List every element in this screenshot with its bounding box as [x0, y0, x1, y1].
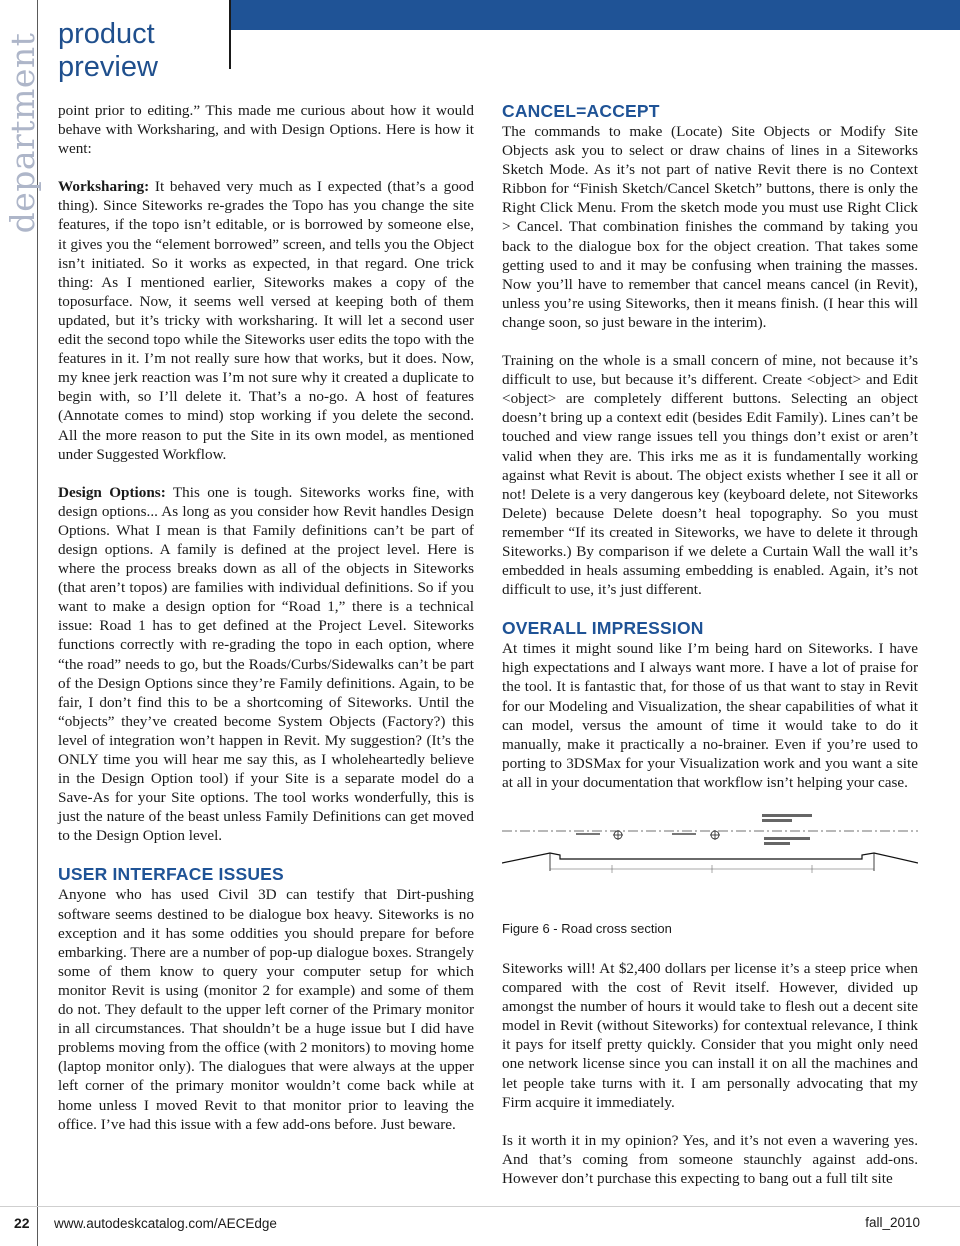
left-column [58, 101, 474, 1153]
figure-caption: Figure 6 - Road cross section [502, 921, 672, 936]
heading-cancel-accept: CANCEL=ACCEPT [502, 101, 660, 121]
paragraph-intro: point prior to editing.” This made me curious about how it would behave with Worksharing, and with Design Options. Here is how it went: [58, 102, 474, 158]
paragraph-closing: Is it worth it in my opinion? Yes, and it’s not even a wavering yes. And that’s coming from someone staunchly against add-ons. However don’t purchase this expecting to bang out a full tilt site [502, 1131, 918, 1187]
worksharing-text: It behaved very much as I expected (that’s a good thing). Since Siteworks re-grades the Topo has you change the site features, if the topo isn’t editable, or is borrowed by someone else, it gives you the “element borrowed” screen, and tells you the Object isn’t initiated. So it works as expected, in that regard. One trick thing: As I mentioned earlier, Siteworks makes a copy of the toposurface. Now, it seems well versed at keeping both of them updated, but it’s tricky with worksharing. It will let a second user edit the second topo while the Siteworks user edits the topo with the features in it. I’m not really sure how that works, but it does. Now, my knee jerk reaction was I’m not sure why it created a duplicate to begin with, so I’ll delete it. That’s a no-go. A host of features (Annotate comes to mind) stop working if you delete the second. All the more reason to put the Site in its own model, as mentioned under Suggested Workflow. [58, 178, 474, 463]
section-title [58, 18, 223, 84]
issue-label: fall_2010 [865, 1215, 920, 1230]
figure-road-cross-section [502, 811, 918, 921]
department-label: department [3, 32, 42, 234]
page-number: 22 [14, 1215, 30, 1231]
footer-rule [0, 1206, 960, 1207]
worksharing-label: Worksharing: [58, 178, 150, 196]
paragraph-price: Siteworks will! At $2,400 dollars per license it’s a steep price when compared with the cost of Revit itself. However, divided up amongst the number of hours it would take to flesh out a decent site model in Revit (without Siteworks) for contextual relevance, I think it pays for itself pretty quickly. Consider that you might only need one network license since you can install it on all the machines and let people take turns with it. I am personally advocating that my Firm acquire it immediately. [502, 960, 918, 1111]
section-title-line2: preview [58, 51, 158, 83]
paragraph-ui-issues: Anyone who has used Civil 3D can testify that Dirt-pushing software seems destined to be dialogue box heavy. Siteworks is no exception and it has some oddities you should prepare for before embarking. There are a number of pop-up dialogue boxes. Strangely some of them know to query your computer setup for which monitor Revit is using (monitor 2 for example) and some of them do not. They default to the upper left corner of the Primary monitor in all circumstances. That shouldn’t be a huge issue but I did have problems moving from the office (with 2 monitors) to moving home (laptop monitor only). The dialogues that were always at the upper left corner of the primary monitor wouldn’t come back while at home unless I moved Revit to that monitor prior to leaving the office. I’ve had this issue with a few add-ons before. Just beware. [58, 886, 474, 1133]
paragraph-overall: At times it might sound like I’m being hard on Siteworks. I have high expectations and I always want more. I have a lot of praise for the tool. It is fantastic that, for those of us that want to stay in Revit for our Modeling and Visualization, the shear capabilities of what it can model, versus the amount of time it would take to do it manually, make it practically a no-brainer. Even if you’re used to porting to 3DSMax for your Visualization work and you want a site at all in your documentation that workflow isn’t helping your case. [502, 640, 918, 791]
footer-url-link[interactable]: www.autodeskcatalog.com/AECEdge [54, 1216, 277, 1231]
right-column [502, 101, 918, 1207]
design-options-label: Design Options: [58, 483, 166, 501]
paragraph-worksharing [58, 177, 474, 463]
section-title-rule [229, 0, 231, 69]
paragraph-design-options [58, 483, 474, 846]
design-options-text: This one is tough. Siteworks works fine, with design options... As long as you consider how Revit handles Design Options. What I mean is that Family definitions can’t be part of design options. A family is defined at the project level. Here is where the process breaks down as all of the objects in Siteworks (that aren’t topos) are families with individual definitions. So if you want to make a design option for “Road 1,” there is a technical issue: Road 1 has to get defined at the Project Level. Siteworks functions correctly with re-grading the topo in each option, where “the road” needs to go, but the Roads/Curbs/Sidewalks can’t be part of the Design Options since they’re Family definitions. Again, to be fair, I don’t find this to be a shortcoming of Siteworks. Until the “objects” they’ve created become System Objects (Factory?) this level of integration won’t happen in Revit. My suggestion? (It’s the ONLY time you will hear me say this, as I wholeheartedly believe in the Design Option tool) if your Site is a separate model do a Save-As for your Site options. The tool works wonderfully, this is just the nature of the beast unless Family Definitions can get moved to the Design Option level. [58, 483, 474, 845]
section-title-line1: product [58, 18, 155, 50]
road-cross-section-drawing [502, 811, 918, 911]
header-accent-bar [231, 0, 960, 30]
paragraph-cancel: The commands to make (Locate) Site Objects or Modify Site Objects ask you to select or draw chains of lines in a Siteworks Sketch Mode. As it’s not part of native Revit there is no Context Ribbon for “Finish Sketch/Cancel Sketch” buttons, there is only the Right Click Menu. From the sketch mode you must use Right Click > Cancel. That combination finishes the command by taking you back to the dialogue box for the object creation. That takes some getting used to and it may be confusing when training the masses. Now you’ll have to remember that cancel means cancel (in Revit), unless you’re using Siteworks, then it means finish. (I hear this will change soon, so just beware in the interim). [502, 123, 918, 331]
heading-overall-impression: OVERALL IMPRESSION [502, 618, 704, 639]
paragraph-training: Training on the whole is a small concern of mine, not because it’s difficult to use, but because it’s different. Create <object> and Edit <object> are completely different buttons. Selecting an object doesn’t bring up a context edit (besides Edit Family). Lines can’t be touched and view range issues tell you things don’t exist or aren’t valid when they are. This irks me as it is fundamentally working against what Revit is about. The object exists whether I see it all or not! Delete is a very dangerous key (keyboard delete, not Siteworks Delete) because Delete doesn’t heal topography. So you must remember “If its created in Siteworks, we have to delete it through Siteworks.) By comparison if we delete a Curtain Wall the wall it’s embedded in heals assuming embedding is enabled. Again, it’s not difficult to use, it’s just different. [502, 352, 918, 599]
heading-user-interface-issues: USER INTERFACE ISSUES [58, 864, 284, 885]
